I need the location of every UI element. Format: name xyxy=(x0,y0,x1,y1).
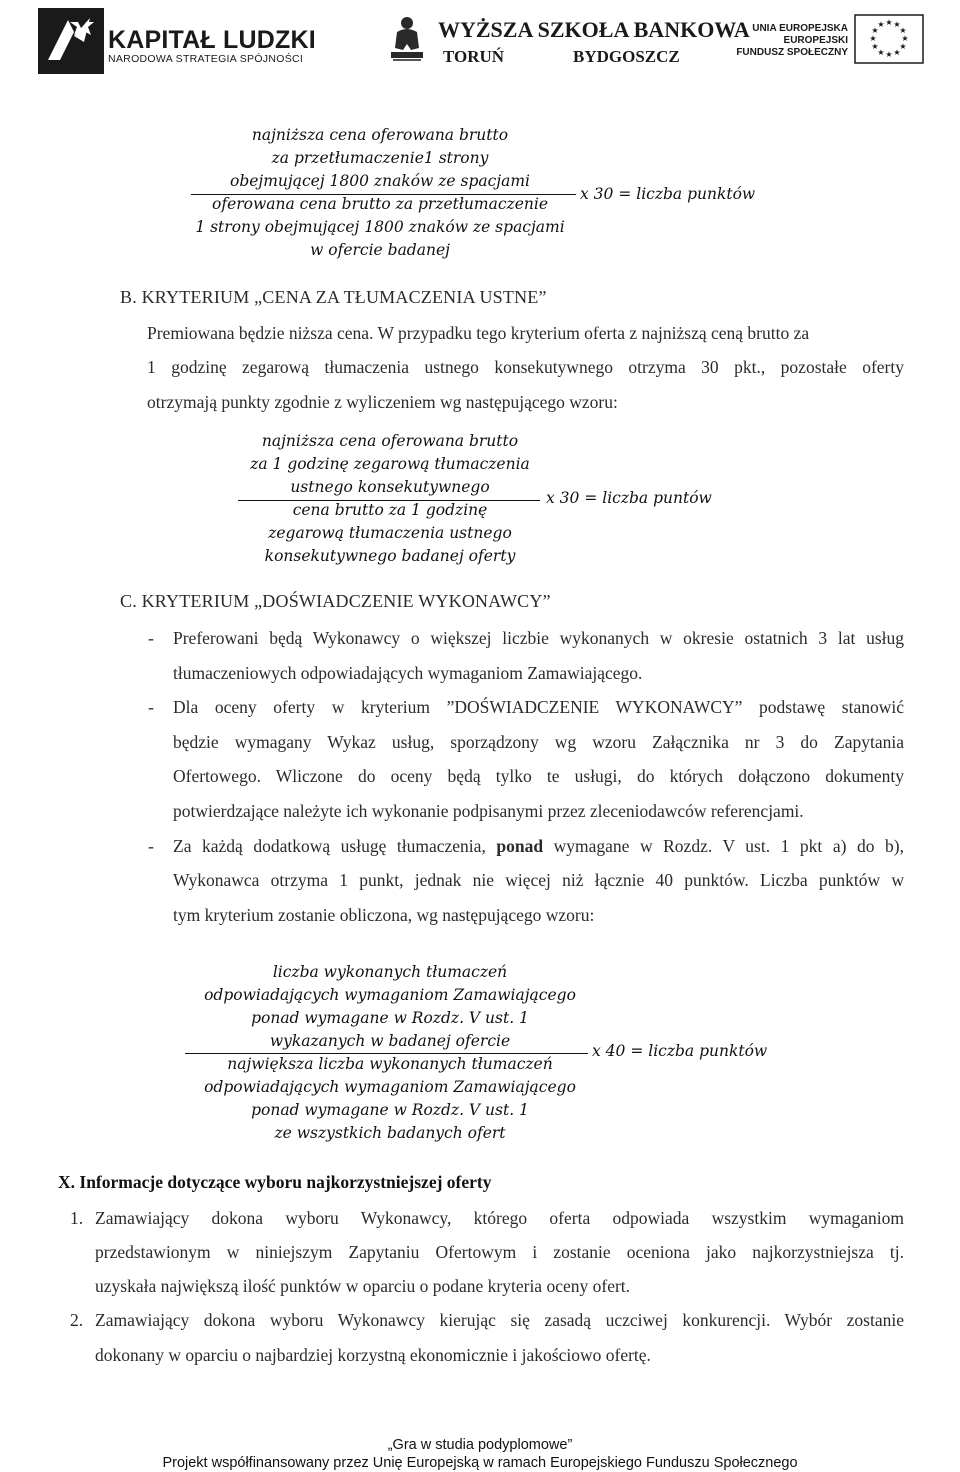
formula1 xyxy=(180,124,580,262)
formula2-fraction-bar xyxy=(238,500,540,501)
svg-text:★: ★ xyxy=(877,20,885,29)
bullet-dash: - xyxy=(148,836,154,856)
section-b-line: Premiowana będzie niższa cena. W przypadku tego kryterium oferta z najniższą ceną brutto za xyxy=(147,323,810,343)
bullet1-line: Preferowani będą Wykonawcy o większej liczbie wykonanych w okresie ostatnich 3 lat usług xyxy=(173,628,904,648)
bullet3-text: Za każdą dodatkową usługę tłumaczenia, xyxy=(173,836,497,856)
formula3-fraction-bar xyxy=(185,1053,588,1054)
formula3-denominator-line: odpowiadających wymaganiom Zamawiającego xyxy=(204,1078,576,1096)
ue-line: UNIA EUROPEJSKA xyxy=(752,23,848,34)
formula2-numerator-line: ustnego konsekutywnego xyxy=(290,478,490,496)
formula1-fraction-bar xyxy=(191,194,576,195)
list-item-line: Zamawiający dokona wyboru Wykonawcy kierując się zasadą uczciwej konkurencji. Wybór zostanie xyxy=(95,1310,904,1330)
ue-line: EUROPEJSKI xyxy=(783,35,848,46)
formula3-numerator-line: liczba wykonanych tłumaczeń xyxy=(272,963,508,981)
formula1-numerator-line: najniższa cena oferowana brutto xyxy=(251,126,509,144)
section-b-line: otrzymają punkty zgodnie z wyliczeniem wg następującego wzoru: xyxy=(147,392,618,412)
bullet-dash: - xyxy=(148,697,154,717)
footer-project-title: „Gra w studia podyplomowe” xyxy=(387,1437,573,1453)
bullet1-line: tłumaczeniowych odpowiadających wymaganiom Zamawiającego. xyxy=(173,663,643,683)
formula3-denominator-line: największa liczba wykonanych tłumaczeń xyxy=(227,1055,553,1073)
formula3-numerator-line: ponad wymagane w Rozdz. V ust. 1 xyxy=(251,1009,529,1027)
formula1-numerator-line: obejmującej 1800 znaków ze spacjami xyxy=(230,172,530,190)
svg-text:★: ★ xyxy=(899,26,907,35)
list-item-line: przedstawionym w niniejszym Zapytaniu Ofertowym i zostanie oceniona jako najkorzystniejsza tj. xyxy=(95,1242,904,1262)
section-b-line: 1 godzinę zegarową tłumaczenia ustnego konsekutywnego otrzyma 30 pkt., pozostałe oferty xyxy=(147,357,904,377)
kapital-ludzki-title: KAPITAŁ LUDZKI xyxy=(108,26,316,54)
formula1-denominator-line: w ofercie badanej xyxy=(310,241,450,259)
bullet3-bold-word: ponad xyxy=(496,836,544,856)
bullet2-line: Dla oceny oferty w kryterium ”DOŚWIADCZENIE WYKONAWCY” podstawę stanowić xyxy=(173,697,904,717)
list-item-number: 2. xyxy=(70,1310,84,1330)
section-c-heading: C. KRYTERIUM „DOŚWIADCZENIE WYKONAWCY” xyxy=(120,591,551,611)
bullet2-line: Ofertowego. Wliczone do oceny będą tylko te usługi, do których dołączono dokumenty xyxy=(173,766,904,786)
svg-text:★: ★ xyxy=(893,20,901,29)
list-item-line: Zamawiający dokona wyboru Wykonawcy, którego oferta odpowiada wszystkim wymaganiom xyxy=(95,1208,904,1228)
formula1-rhs: x 30 = liczba punktów xyxy=(580,185,756,203)
bullet2-line: potwierdzające należyte ich wykonanie podpisanymi przez zleceniodawców referencjami. xyxy=(173,801,804,821)
bullet3-line: Wykonawca otrzyma 1 punkt, jednak nie więcej niż łącznie 40 punktów. Liczba punktów w xyxy=(173,870,904,890)
svg-text:★: ★ xyxy=(871,42,879,51)
section-b-heading: B. KRYTERIUM „CENA ZA TŁUMACZENIA USTNE” xyxy=(120,287,547,307)
formula2-denominator-line: zegarową tłumaczenia ustnego xyxy=(268,524,512,542)
list-item-number: 1. xyxy=(70,1208,84,1228)
formula1-denominator-line: oferowana cena brutto za przetłumaczenie xyxy=(212,195,548,213)
eu-flag-icon xyxy=(854,14,924,64)
bullet3-line: tym kryterium zostanie obliczona, wg następującego wzoru: xyxy=(173,905,595,925)
formula3-numerator-line: wykazanych w badanej ofercie xyxy=(269,1032,511,1050)
wsb-statue-icon xyxy=(385,14,429,64)
svg-text:★: ★ xyxy=(901,34,909,43)
list-item-line: uzyskała największą ilość punktów w oparciu o podane kryteria oceny ofert. xyxy=(95,1276,631,1296)
footer-cofinancing: Projekt współfinansowany przez Unię Europejską w ramach Europejskiego Funduszu Społecznego xyxy=(162,1455,798,1471)
formula2 xyxy=(220,430,560,568)
svg-text:★: ★ xyxy=(871,26,879,35)
svg-text:★: ★ xyxy=(885,18,893,27)
formula2-denominator-line: cena brutto za 1 godzinę xyxy=(292,501,488,519)
svg-text:★: ★ xyxy=(893,48,901,57)
wsb-title: WYŻSZA SZKOŁA BANKOWA xyxy=(438,17,750,42)
bullet2-line: będzie wymagany Wykaz usług, sporządzony wg wzoru Załącznika nr 3 do Zapytania xyxy=(173,732,904,752)
wsb-city-torun: TORUŃ xyxy=(443,47,505,66)
svg-text:★: ★ xyxy=(869,34,877,43)
formula2-numerator-line: za 1 godzinę zegarową tłumaczenia xyxy=(250,455,530,473)
formula1-numerator-line: za przetłumaczenie1 strony xyxy=(271,149,489,167)
kapital-ludzki-logo-icon xyxy=(38,8,104,74)
ue-logo-text xyxy=(736,23,848,59)
wsb-city-bydgoszcz: BYDGOSZCZ xyxy=(573,47,680,66)
formula3-denominator-line: ponad wymagane w Rozdz. V ust. 1 xyxy=(251,1101,529,1119)
ue-line: FUNDUSZ SPOŁECZNY xyxy=(736,47,848,58)
formula2-numerator-line: najniższa cena oferowana brutto xyxy=(261,432,519,450)
list-item-line: dokonany w oparciu o najbardziej korzystną ekonomicznie i jakościowo ofertę. xyxy=(95,1345,651,1365)
svg-text:★: ★ xyxy=(899,42,907,51)
formula2-denominator-line: konsekutywnego badanej oferty xyxy=(264,547,516,565)
formula2-rhs: x 30 = liczba puntów xyxy=(546,489,712,507)
formula3-rhs: x 40 = liczba punktów xyxy=(592,1042,768,1060)
kapital-ludzki-subtitle: NARODOWA STRATEGIA SPÓJNOŚCI xyxy=(108,53,304,65)
bullet3-text: wymagane w Rozdz. V ust. 1 pkt a) do b), xyxy=(543,836,904,856)
bullet-dash: - xyxy=(148,628,154,648)
formula3-numerator-line: odpowiadających wymaganiom Zamawiającego xyxy=(204,986,576,1004)
bullet3-line xyxy=(173,836,904,857)
formula3-denominator-line: ze wszystkich badanych ofert xyxy=(274,1124,506,1142)
formula1-denominator-line: 1 strony obejmującej 1800 znaków ze spacjami xyxy=(195,218,565,236)
section-x-heading: X. Informacje dotyczące wyboru najkorzystniejszej oferty xyxy=(58,1172,492,1192)
svg-text:★: ★ xyxy=(885,50,893,59)
svg-text:★: ★ xyxy=(877,48,885,57)
